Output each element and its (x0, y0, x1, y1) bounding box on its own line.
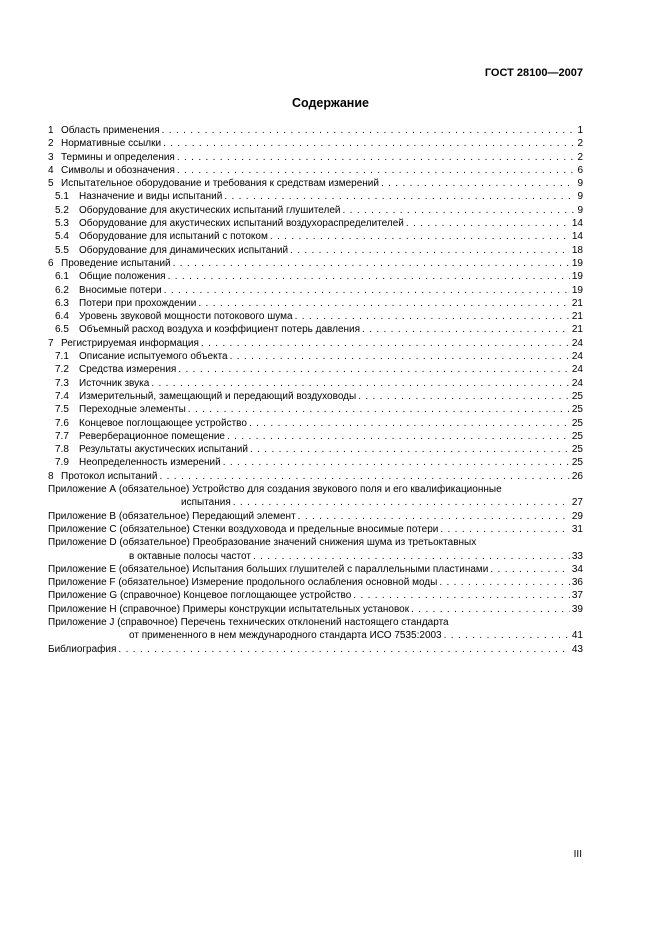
toc-entry-number: 5.3 (55, 218, 69, 230)
appendix-entry-title[interactable] (48, 483, 583, 496)
toc-entry-label: Концевое поглощающее устройство (79, 417, 247, 429)
dot-leader (227, 430, 570, 443)
toc-entry-number: 6.3 (55, 297, 69, 309)
appendix-entry[interactable] (48, 643, 583, 656)
toc-entry-page: 14 (571, 231, 583, 243)
appendix-entry-page: 33 (571, 550, 583, 562)
dot-leader (250, 443, 570, 456)
appendix-entry-page: 29 (571, 510, 583, 522)
toc-entry-page: 21 (571, 311, 583, 323)
toc-entry-page: 24 (571, 337, 583, 349)
appendix-entry-continuation[interactable] (48, 550, 583, 563)
dot-leader (173, 257, 570, 270)
dot-leader (490, 563, 570, 576)
toc-entry-page: 24 (571, 377, 583, 389)
appendix-entry-page: 41 (571, 630, 583, 642)
appendix-entry[interactable] (48, 603, 583, 616)
toc-entry-number: 2 (48, 138, 54, 150)
toc-entry-label: Общие положения (79, 271, 166, 283)
dot-leader (230, 350, 570, 363)
dot-leader (249, 417, 570, 430)
dot-leader (168, 270, 570, 283)
dot-leader (439, 576, 570, 589)
dot-leader (358, 390, 570, 403)
toc-entry[interactable] (48, 403, 583, 416)
toc-entry-label: Вносимые потери (79, 284, 162, 296)
dot-leader (233, 496, 570, 509)
toc-entry-page: 1 (577, 125, 583, 136)
toc-entry[interactable] (48, 151, 583, 164)
toc-entry-label: Оборудование для акустических испытаний воздухораспределителей (79, 218, 404, 230)
dot-leader (298, 510, 570, 523)
toc-entry-label: Потери при прохождении (79, 297, 197, 309)
dot-leader (440, 523, 570, 536)
toc-entry[interactable] (48, 177, 583, 190)
dot-leader (362, 323, 570, 336)
appendix-entry-label: Приложение Н (справочное) Примеры конструкции испытательных установок (48, 603, 410, 615)
toc-entry[interactable] (48, 430, 583, 443)
dot-leader (343, 204, 576, 217)
dot-leader (118, 643, 569, 656)
appendix-entry-continuation[interactable] (48, 496, 583, 509)
toc-entry-page: 24 (571, 364, 583, 376)
toc-entry[interactable] (48, 323, 583, 336)
toc-entry-page: 19 (571, 271, 583, 283)
toc-entry-number: 7.7 (55, 430, 69, 442)
toc-entry[interactable] (48, 297, 583, 310)
toc-entry-page: 18 (571, 244, 583, 256)
toc-entry-page: 9 (577, 178, 583, 190)
dot-leader (381, 177, 575, 190)
appendix-entry-title[interactable] (48, 616, 583, 629)
toc-entry-number: 6.1 (55, 271, 69, 283)
toc-entry-number: 1 (48, 125, 54, 136)
appendix-entry-page: 36 (571, 577, 583, 589)
dot-leader (295, 310, 570, 323)
dot-leader (178, 363, 570, 376)
dot-leader (444, 629, 570, 642)
toc-entry[interactable] (48, 217, 583, 230)
toc-entry-number: 6.4 (55, 311, 69, 323)
toc-entry[interactable] (48, 443, 583, 456)
appendix-entry-label: Приложение В (обязательное) Передающий элемент (48, 510, 296, 522)
toc-entry-label: Описание испытуемого объекта (79, 351, 228, 363)
toc-entry-page: 2 (577, 151, 583, 163)
dot-leader (159, 470, 569, 483)
toc-entry-page: 24 (571, 351, 583, 363)
appendix-entry-continuation-label: от примененного в нем международного стандарта ИСО 7535:2003 (129, 630, 442, 642)
appendix-entry-label: Приложение С (обязательное) Стенки воздуховода и предельные вносимые потери (48, 523, 439, 535)
appendix-entry-title[interactable] (48, 536, 583, 549)
toc-entry-number: 7.5 (55, 404, 69, 416)
appendix-entry[interactable] (48, 563, 583, 576)
appendix-entry-page: 37 (571, 590, 583, 602)
toc-entry-label: Средства измерения (79, 364, 177, 376)
toc-entry[interactable] (48, 310, 583, 323)
toc-entry-label: Измерительный, замещающий и передающий воздуховоды (79, 390, 357, 402)
appendix-entry-page: 31 (571, 523, 583, 535)
toc-entry-number: 4 (48, 164, 54, 176)
toc-entry-label: Оборудование для испытаний с потоком (79, 231, 268, 243)
appendix-entry-label: Приложение G (справочное) Концевое поглощающее устройство (48, 590, 352, 602)
standard-number: ГОСТ 28100—2007 (484, 67, 583, 79)
appendix-entry-page: 34 (571, 563, 583, 575)
toc-entry-number: 6.2 (55, 284, 69, 296)
toc-entry[interactable] (48, 244, 583, 257)
toc-entry-label: Объемный расход воздуха и коэффициент потерь давления (79, 324, 361, 336)
toc-entry-page: 9 (577, 204, 583, 216)
toc-entry-number: 6.5 (55, 324, 69, 336)
toc-entry[interactable] (48, 257, 583, 270)
dot-leader (411, 603, 570, 616)
dot-leader (224, 190, 575, 203)
appendix-entry-continuation[interactable] (48, 629, 583, 642)
toc-entry[interactable] (48, 337, 583, 350)
dot-leader (270, 230, 570, 243)
appendix-entry-page: 43 (571, 643, 583, 655)
toc-entry-number: 5.1 (55, 191, 69, 203)
toc-entry-page: 25 (571, 417, 583, 429)
toc-entry-label: Область применения (61, 125, 160, 136)
toc-entry-page: 25 (571, 430, 583, 442)
toc-entry-label: Уровень звуковой мощности потокового шума (79, 311, 293, 323)
dot-leader (188, 403, 570, 416)
page-title: Содержание (291, 96, 369, 110)
toc-entry-label: Регистрируемая информация (61, 337, 199, 349)
appendix-entry-continuation-label: испытания (181, 497, 231, 509)
toc-entry-number: 7.2 (55, 364, 69, 376)
toc-entry-number: 5.2 (55, 204, 69, 216)
dot-leader (406, 217, 570, 230)
toc-entry-label: Реверберационное помещение (79, 430, 225, 442)
appendix-entry-label: Приложение А (обязательное) Устройство для создания звукового поля и его квалификационные (48, 484, 502, 496)
toc-entry[interactable] (48, 190, 583, 203)
appendix-entry-page: 39 (571, 603, 583, 615)
toc-entry-number: 5.4 (55, 231, 69, 243)
toc-entry-number: 7 (48, 337, 54, 349)
toc-entry-label: Символы и обозначения (61, 164, 175, 176)
dot-leader (162, 124, 576, 137)
toc-entry-number: 5.5 (55, 244, 69, 256)
toc-entry[interactable] (48, 417, 583, 430)
toc-entry[interactable] (48, 350, 583, 363)
toc-entry[interactable] (48, 363, 583, 376)
appendix-entry[interactable] (48, 523, 583, 536)
toc-entry-page: 21 (571, 297, 583, 309)
toc-entry-number: 7.4 (55, 390, 69, 402)
dot-leader (201, 337, 570, 350)
toc-entry-label: Термины и определения (61, 151, 175, 163)
toc-entry-number: 6 (48, 257, 54, 269)
toc-entry-page: 19 (571, 284, 583, 296)
appendix-entry-label: Приложение F (обязательное) Измерение продольного ослабления основной моды (48, 577, 438, 589)
toc-entry[interactable] (48, 204, 583, 217)
toc-entry-page: 9 (577, 191, 583, 203)
toc-entry-number: 7.6 (55, 417, 69, 429)
appendix-entry-page: 27 (571, 497, 583, 509)
toc-entry-number: 7.1 (55, 351, 69, 363)
toc-entry-page: 6 (577, 164, 583, 176)
toc-entry-label: Нормативные ссылки (61, 138, 162, 150)
toc-entry-number: 7.9 (55, 457, 69, 469)
toc-entry-page: 25 (571, 404, 583, 416)
toc-entry-number: 7.3 (55, 377, 69, 389)
appendix-entry-continuation-label: в октавные полосы частот (129, 550, 251, 562)
toc-entry-page: 2 (577, 138, 583, 150)
toc-entry-label: Переходные элементы (79, 404, 186, 416)
toc-entry-number: 8 (48, 470, 54, 482)
toc-entry[interactable] (48, 390, 583, 403)
toc-entry-number: 5 (48, 178, 54, 190)
toc-entry[interactable] (48, 230, 583, 243)
appendix-entry-label: Приложение J (справочное) Перечень технических отклонений настоящего стандарта (48, 616, 449, 628)
appendix-entry-label: Библиография (48, 643, 117, 655)
toc-entry-page: 21 (571, 324, 583, 336)
toc-entry-label: Проведение испытаний (61, 257, 171, 269)
table-of-contents (48, 124, 583, 656)
appendix-entry-label: Приложение D (обязательное) Преобразование значений снижения шума из третьоктавных (48, 537, 477, 549)
appendix-entry[interactable] (48, 576, 583, 589)
toc-entry[interactable] (48, 470, 583, 483)
toc-entry[interactable] (48, 377, 583, 390)
toc-entry-label: Испытательное оборудование и требования к средствам измерений (61, 178, 379, 190)
toc-entry[interactable] (48, 284, 583, 297)
dot-leader (290, 244, 570, 257)
dot-leader (151, 377, 570, 390)
toc-entry-page: 14 (571, 218, 583, 230)
dot-leader (177, 151, 576, 164)
toc-entry-page: 25 (571, 457, 583, 469)
appendix-entry[interactable] (48, 510, 583, 523)
toc-entry-label: Оборудование для акустических испытаний глушителей (79, 204, 341, 216)
toc-entry-label: Источник звука (79, 377, 150, 389)
toc-entry-number: 3 (48, 151, 54, 163)
toc-entry-page: 25 (571, 444, 583, 456)
dot-leader (177, 164, 576, 177)
toc-entry-number: 7.8 (55, 444, 69, 456)
toc-entry-label: Оборудование для динамических испытаний (79, 244, 289, 256)
toc-entry[interactable] (48, 456, 583, 469)
dot-leader (223, 456, 570, 469)
dot-leader (164, 284, 570, 297)
toc-entry-label: Результаты акустических испытаний (79, 444, 248, 456)
page-number: III (573, 849, 582, 860)
dot-leader (198, 297, 570, 310)
appendix-entry[interactable] (48, 589, 583, 602)
toc-entry-label: Назначение и виды испытаний (79, 191, 223, 203)
toc-entry-page: 19 (571, 257, 583, 269)
toc-entry-page: 25 (571, 390, 583, 402)
toc-entry[interactable] (48, 164, 583, 177)
toc-entry-label: Протокол испытаний (61, 470, 158, 482)
appendix-entry-label: Приложение Е (обязательное) Испытания больших глушителей с параллельными пластинами (48, 563, 489, 575)
toc-entry[interactable] (48, 270, 583, 283)
dot-leader (253, 550, 570, 563)
dot-leader (353, 589, 570, 602)
dot-leader (163, 137, 575, 150)
toc-entry-page: 26 (571, 470, 583, 482)
toc-entry-label: Неопределенность измерений (79, 457, 221, 469)
toc-entry[interactable] (48, 137, 583, 150)
toc-entry[interactable] (48, 124, 583, 137)
